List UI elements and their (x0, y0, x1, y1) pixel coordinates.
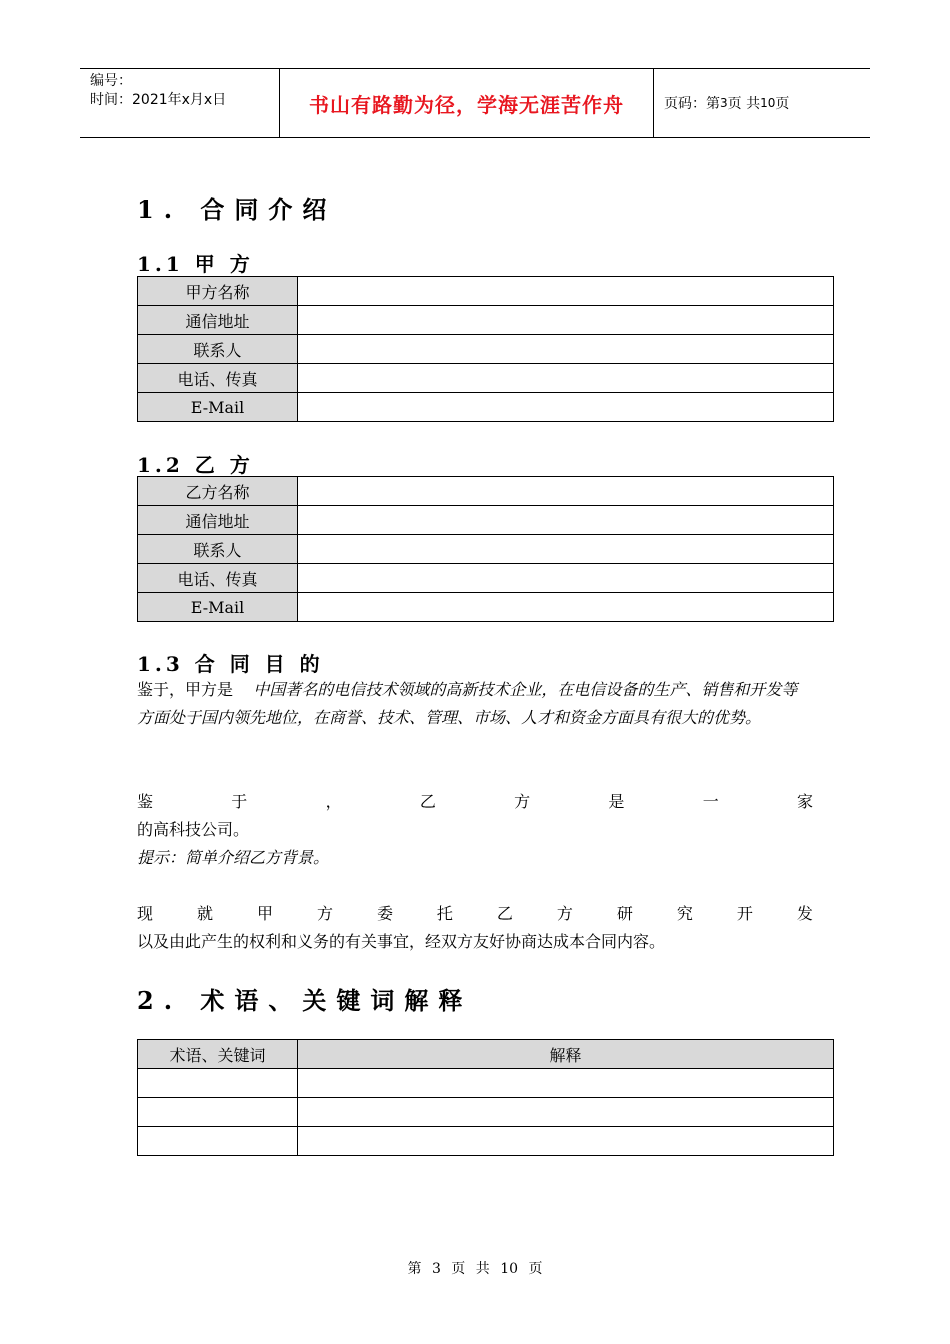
party-a-name-label: 甲方名称 (138, 277, 298, 306)
serial-label: 编号： (90, 73, 132, 89)
char: 家 (796, 792, 813, 811)
char: 就 (196, 904, 213, 923)
explanation-cell[interactable] (298, 1098, 834, 1127)
party-a-contact-field[interactable] (298, 335, 834, 364)
explanation-cell[interactable] (298, 1127, 834, 1156)
terms-header-term: 术语、关键词 (138, 1040, 298, 1069)
char: 发 (796, 904, 813, 923)
char: 方 (514, 792, 531, 811)
table-row (138, 364, 834, 393)
char: 究 (676, 904, 693, 923)
terms-table (137, 1039, 834, 1156)
explanation-cell[interactable] (298, 1069, 834, 1098)
party-a-phone-field[interactable] (298, 364, 834, 393)
table-row (138, 506, 834, 535)
party-b-address-label: 通信地址 (138, 506, 298, 535)
char: 乙 (419, 792, 436, 811)
purpose-p3-line1 (137, 900, 813, 928)
party-a-email-field[interactable] (298, 393, 834, 422)
header-page-info (654, 69, 870, 137)
party-a-contact-label: 联系人 (138, 335, 298, 364)
section1-title: 1. 合同介绍 (137, 195, 337, 224)
table-row (138, 306, 834, 335)
party-a-address-label: 通信地址 (138, 306, 298, 335)
page-footer: 第 3 页 共 10 页 (407, 1261, 543, 1277)
page-number: 3 (720, 96, 728, 110)
party-b-contact-field[interactable] (298, 535, 834, 564)
char: 是 (608, 792, 625, 811)
purpose-p1-prefix: 鉴于，甲方是 (137, 680, 234, 699)
term-cell[interactable] (138, 1127, 298, 1156)
term-cell[interactable] (138, 1069, 298, 1098)
term-cell[interactable] (138, 1098, 298, 1127)
page-mid: 页 共 (727, 96, 761, 112)
char: 乙 (496, 904, 513, 923)
table-row (138, 1098, 834, 1127)
table-row (138, 393, 834, 422)
purpose-paragraph-1 (137, 676, 813, 732)
table-row (138, 1069, 834, 1098)
char: 托 (436, 904, 453, 923)
char: 一 (702, 792, 719, 811)
purpose-p1-body: 中国著名的电信技术领域的高新技术企业，在电信设备的生产、销售和开发等方面处于国内领先地位，在商誉、技术、管理、市场、人才和资金方面具有很大的优势。 (137, 680, 798, 727)
table-row (138, 277, 834, 306)
party-a-title: 1.1 甲 方 (137, 252, 254, 276)
table-header-row (138, 1040, 834, 1069)
purpose-p3-line2: 以及由此产生的权利和义务的有关事宜，经双方友好协商达成本合同内容。 (137, 932, 666, 951)
purpose-p2-line1 (137, 788, 813, 816)
party-b-title: 1.2 乙 方 (137, 453, 254, 477)
table-row (138, 1127, 834, 1156)
purpose-title: 1.3 合 同 目 的 (137, 652, 324, 676)
section2-title: 2. 术语、关键词解释 (137, 986, 473, 1015)
party-b-address-field[interactable] (298, 506, 834, 535)
party-a-phone-label: 电话、传真 (138, 364, 298, 393)
char: 方 (556, 904, 573, 923)
char: 甲 (256, 904, 273, 923)
char: 委 (376, 904, 393, 923)
char: 开 (736, 904, 753, 923)
table-row (138, 564, 834, 593)
page-end: 页 (775, 96, 790, 112)
table-row (138, 335, 834, 364)
purpose-p2-line2: 的高科技公司。 (137, 820, 250, 839)
table-row (138, 593, 834, 622)
page-header (80, 68, 870, 138)
party-a-name-field[interactable] (298, 277, 834, 306)
char: 鉴 (137, 792, 154, 811)
party-a-table (137, 276, 834, 422)
table-row (138, 477, 834, 506)
purpose-paragraph-2 (137, 788, 813, 872)
party-a-address-field[interactable] (298, 306, 834, 335)
purpose-paragraph-3 (137, 900, 813, 956)
party-b-contact-label: 联系人 (138, 535, 298, 564)
party-b-phone-label: 电话、传真 (138, 564, 298, 593)
party-b-email-field[interactable] (298, 593, 834, 622)
terms-header-explanation: 解释 (298, 1040, 834, 1069)
page-label: 页码：第 (664, 96, 720, 112)
party-a-email-label: E-Mail (138, 393, 298, 422)
purpose-hint: 提示：简单介绍乙方背景。 (137, 848, 330, 867)
char: 于 (231, 792, 248, 811)
party-b-phone-field[interactable] (298, 564, 834, 593)
page-total: 10 (760, 96, 776, 110)
table-row (138, 535, 834, 564)
party-b-name-field[interactable] (298, 477, 834, 506)
party-b-table (137, 476, 834, 622)
party-b-name-label: 乙方名称 (138, 477, 298, 506)
header-meta (80, 69, 280, 137)
party-b-email-label: E-Mail (138, 593, 298, 622)
char: 方 (316, 904, 333, 923)
char: ， (325, 792, 342, 811)
date-label: 时间：2021年x月x日 (90, 92, 227, 108)
char: 现 (137, 904, 154, 923)
char: 研 (616, 904, 633, 923)
header-motto: 书山有路勤为径，学海无涯苦作舟 (280, 69, 654, 137)
